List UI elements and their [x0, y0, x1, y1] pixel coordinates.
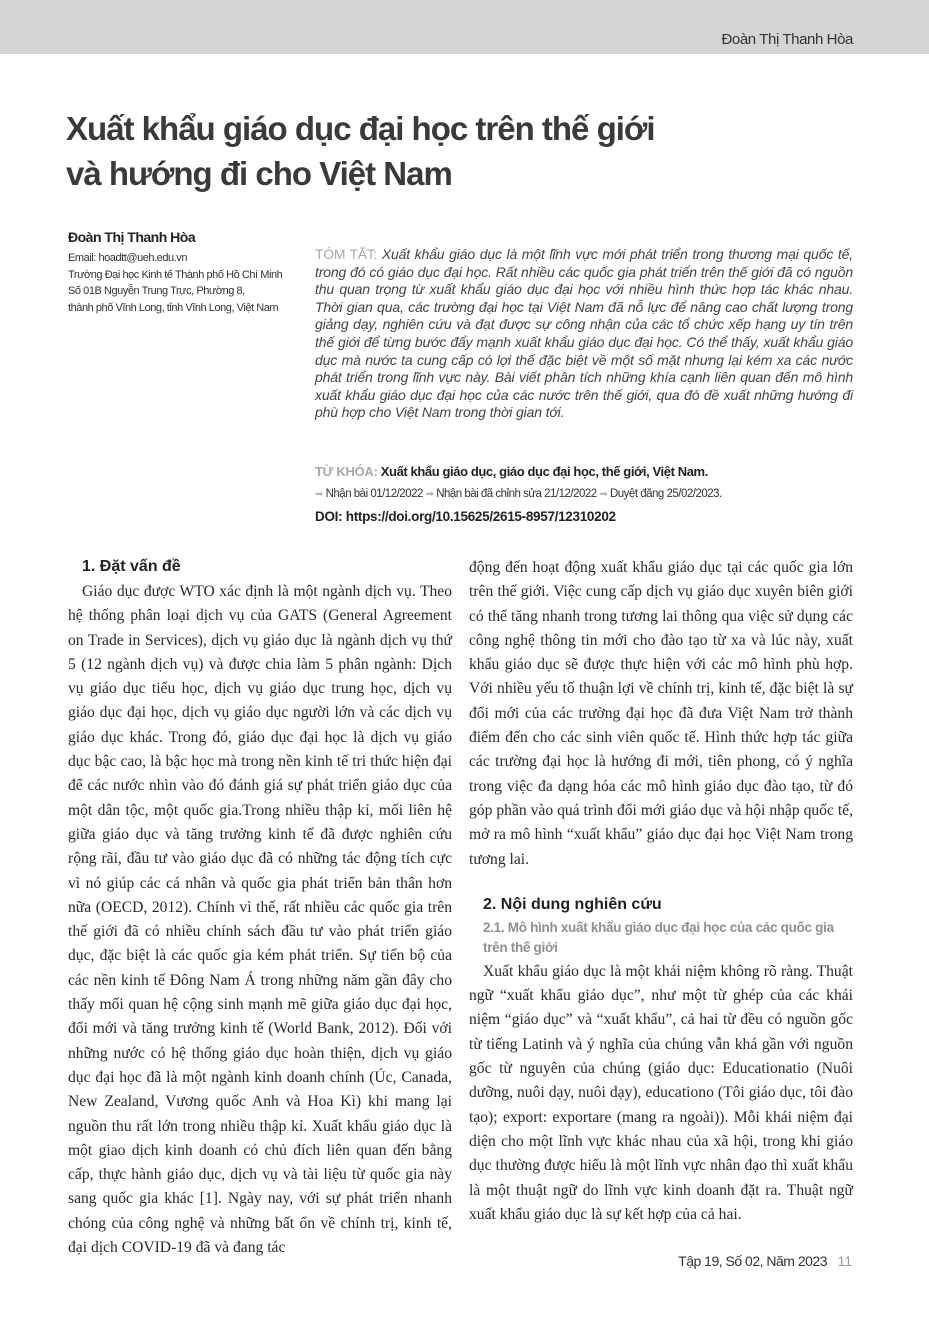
keywords-text: Xuất khẩu giáo dục, giáo dục đại học, thế giới, Việt Nam. — [380, 464, 708, 479]
affiliation-line: Trường Đại học Kinh tế Thành phố Hồ Chí Minh — [68, 268, 283, 281]
left-column — [68, 556, 452, 1260]
abstract-label: TÓM TẮT: — [315, 246, 378, 262]
section-2-1-paragraph: Xuất khẩu giáo dục là một khái niệm không rõ ràng. Thuật ngữ “xuất khẩu giáo dục”, như một từ ghép của các khái niệm “giáo dục” và “xuất khẩu”, cả hai từ đều có nguồn gốc từ tiếng Latinh và ý nghĩa của chúng vẫn khá gần với nguồn gốc từ nguyên của chúng (giáo dục: Educationatio (Nuôi dưỡng, nuôi dạy, nuôi dạy), educationo (Tôi giáo dục, tôi đào tạo); export: exportare (mang ra ngoài)). Mỗi khái niệm đại diện cho một lĩnh vực khác nhau của xã hội, trong khi giáo dục thường được hiểu là một lĩnh vực nhân đạo thì xuất khẩu là một thuật ngữ do lĩnh vực kinh doanh đặt ra. Thuật ngữ xuất khẩu giáo dục là sự kết hợp của cả hai. — [469, 962, 853, 1223]
title-line-2: và hướng đi cho Việt Nam — [66, 155, 452, 192]
journal-issue: Tập 19, Số 02, Năm 2023 — [678, 1253, 827, 1269]
date-received: Nhận bài 01/12/2022 — [325, 488, 423, 500]
date-accepted: Duyệt đăng 25/02/2023. — [609, 488, 722, 500]
page-number: 11 — [837, 1253, 852, 1269]
section-2-1-heading: 2.1. Mô hình xuất khẩu giáo dục đại học của các quốc gia trên thế giới — [483, 919, 834, 955]
keywords-label: TỪ KHÓA: — [315, 464, 378, 479]
affiliation-line: thành phố Vĩnh Long, tỉnh Vĩnh Long, Việt Nam — [68, 301, 279, 314]
running-header-author: Đoàn Thị Thanh Hòa — [721, 31, 853, 48]
date-revised: Nhận bài đã chỉnh sửa 21/12/2022 — [436, 488, 597, 500]
arrow-right-icon: ➡ — [599, 489, 608, 500]
article-dates — [315, 488, 722, 500]
author-affiliation — [68, 250, 308, 316]
abstract — [315, 246, 853, 422]
arrow-right-icon: ➡ — [315, 489, 323, 500]
section-2-heading: 2. Nội dung nghiên cứu — [483, 895, 662, 913]
abstract-text: Xuất khẩu giáo dục là một lĩnh vực mới phát triển trong thương mại quốc tế, trong đó có giáo dục đại học. Rất nhiều các quốc gia phát triển trên thế giới đã có nguồn thu quan trọng từ xuất khẩu giáo dục đại học với nhiều hình thức hợp tác khác nhau. Thời gian qua, các trường đại học tại Việt Nam đã nỗ lực để nâng cao chất lượng trong giảng dạy, nghiên cứu và đạt được sự công nhận của các tổ chức xếp hạng uy tín trên thế giới để từng bước đẩy mạnh xuất khẩu giáo dục đại học. Có thể thấy, xuất khẩu giáo dục mà nước ta cung cấp có lợi thế đặc biệt về một số mặt nhưng lại kém xa các nước phát triển trong lĩnh vực này. Bài viết phân tích những khía cạnh liên quan đến mô hình xuất khẩu giáo dục đại học của các nước trên thế giới, qua đó đề xuất những hướng đi phù hợp cho Việt Nam trong thời gian tới. — [315, 246, 853, 421]
right-column — [469, 556, 853, 1227]
doi-link[interactable]: DOI: https://doi.org/10.15625/2615-8957/12310202 — [315, 509, 616, 524]
section-1-heading: 1. Đặt vấn đề — [82, 558, 181, 575]
affiliation-line: Số 01B Nguyễn Trung Trực, Phường 8, — [68, 285, 245, 297]
arrow-right-icon: ➡ — [425, 489, 434, 500]
keywords — [315, 464, 708, 479]
article-title — [66, 106, 826, 196]
title-line-1: Xuất khẩu giáo dục đại học trên thế giới — [66, 110, 655, 147]
running-header — [0, 0, 929, 54]
author-email: Email: hoadtt@ueh.edu.vn — [68, 252, 188, 264]
section-1-paragraph-continued: động đến hoạt động xuất khẩu giáo dục tại các quốc gia lớn trên thế giới. Việc cung cấp dịch vụ giáo dục xuyên biên giới có thể tăng nhanh trong tương lai thông qua việc sử dụng các công nghệ thông tin mới cho đào tạo từ xa và lúc này, xuất khẩu giáo dục sẽ được thực hiện với các mô hình phù hợp. Với nhiều yếu tố thuận lợi về chính trị, kinh tế, đặc biệt là sự đổi mới của các trường đại học đã đưa Việt Nam trở thành điểm đến cho các sinh viên quốc tế. Hình thức hợp tác giữa các trường đại học là hướng đi mới, tiên phong, có ý nghĩa trong việc đa dạng hóa các mô hình giáo dục đào tạo, từ đó góp phần vào quá trình đổi mới giáo dục và hội nhập quốc tế, mở ra mô hình “xuất khẩu” giáo dục đại học Việt Nam trong tương lai. — [469, 559, 853, 868]
author-name: Đoàn Thị Thanh Hòa — [68, 229, 196, 245]
section-1-paragraph: Giáo dục được WTO xác định là một ngành dịch vụ. Theo hệ thống phân loại dịch vụ của GATS (General Agreement on Trade in Services), dịch vụ giáo dục là ngành dịch vụ thứ 5 (12 ngành dịch vụ) và được chia làm 5 phân ngành: Dịch vụ giáo dục tiểu học, dịch vụ giáo dục trung học, dịch vụ giáo dục đại học, dịch vụ giáo dục người lớn và các dịch vụ giáo dục khác. Trong đó, giáo dục đại học là dịch vụ giáo dục bậc cao, là bậc học mà trong nền kinh tế tri thức hiện đại để các nước nhìn vào đó đánh giá sự phát triển giáo dục của một dân tộc, một quốc gia.Trong nhiều thập kỉ, mối liên hệ giữa giáo dục và tăng trưởng kinh tế đã được nghiên cứu rộng rãi, đầu tư vào giáo dục đã có những tác động tích cực vì nó giúp các cá nhân và quốc gia phát triển bản thân hơn nữa (OECD, 2012). Chính vì thế, rất nhiều các quốc gia trên thế giới đã có nhiều chính sách đầu tư vào phát triển giáo dục, đặc biệt là các quốc gia kém phát triển. Sự tiến bộ của các nền kinh tế Đông Nam Á trong những năm gần đây cho thấy mối quan hệ cộng sinh mạnh mẽ giữa giáo dục đại học, đổi mới và tăng trưởng kinh tế (World Bank, 2012). Đối với những nước có hệ thống giáo dục hoàn thiện, dịch vụ giáo dục đại học đã là một ngành kinh doanh chính (Úc, Canada, New Zealand, Vương quốc Anh và Hoa Kì) khi mang lại nguồn thu rất lớn trong nhiều thập kỉ. Xuất khẩu giáo dục là một giao dịch kinh doanh có chủ đích liên quan đến bằng cấp, thực hành giáo dục, dịch vụ và tài liệu từ quốc gia này sang quốc gia khác [1]. Ngày nay, với sự phát triển nhanh chóng của công nghệ và những bất ổn về chính trị, kinh tế, đại dịch COVID-19 đã và đang tác — [68, 583, 452, 1257]
